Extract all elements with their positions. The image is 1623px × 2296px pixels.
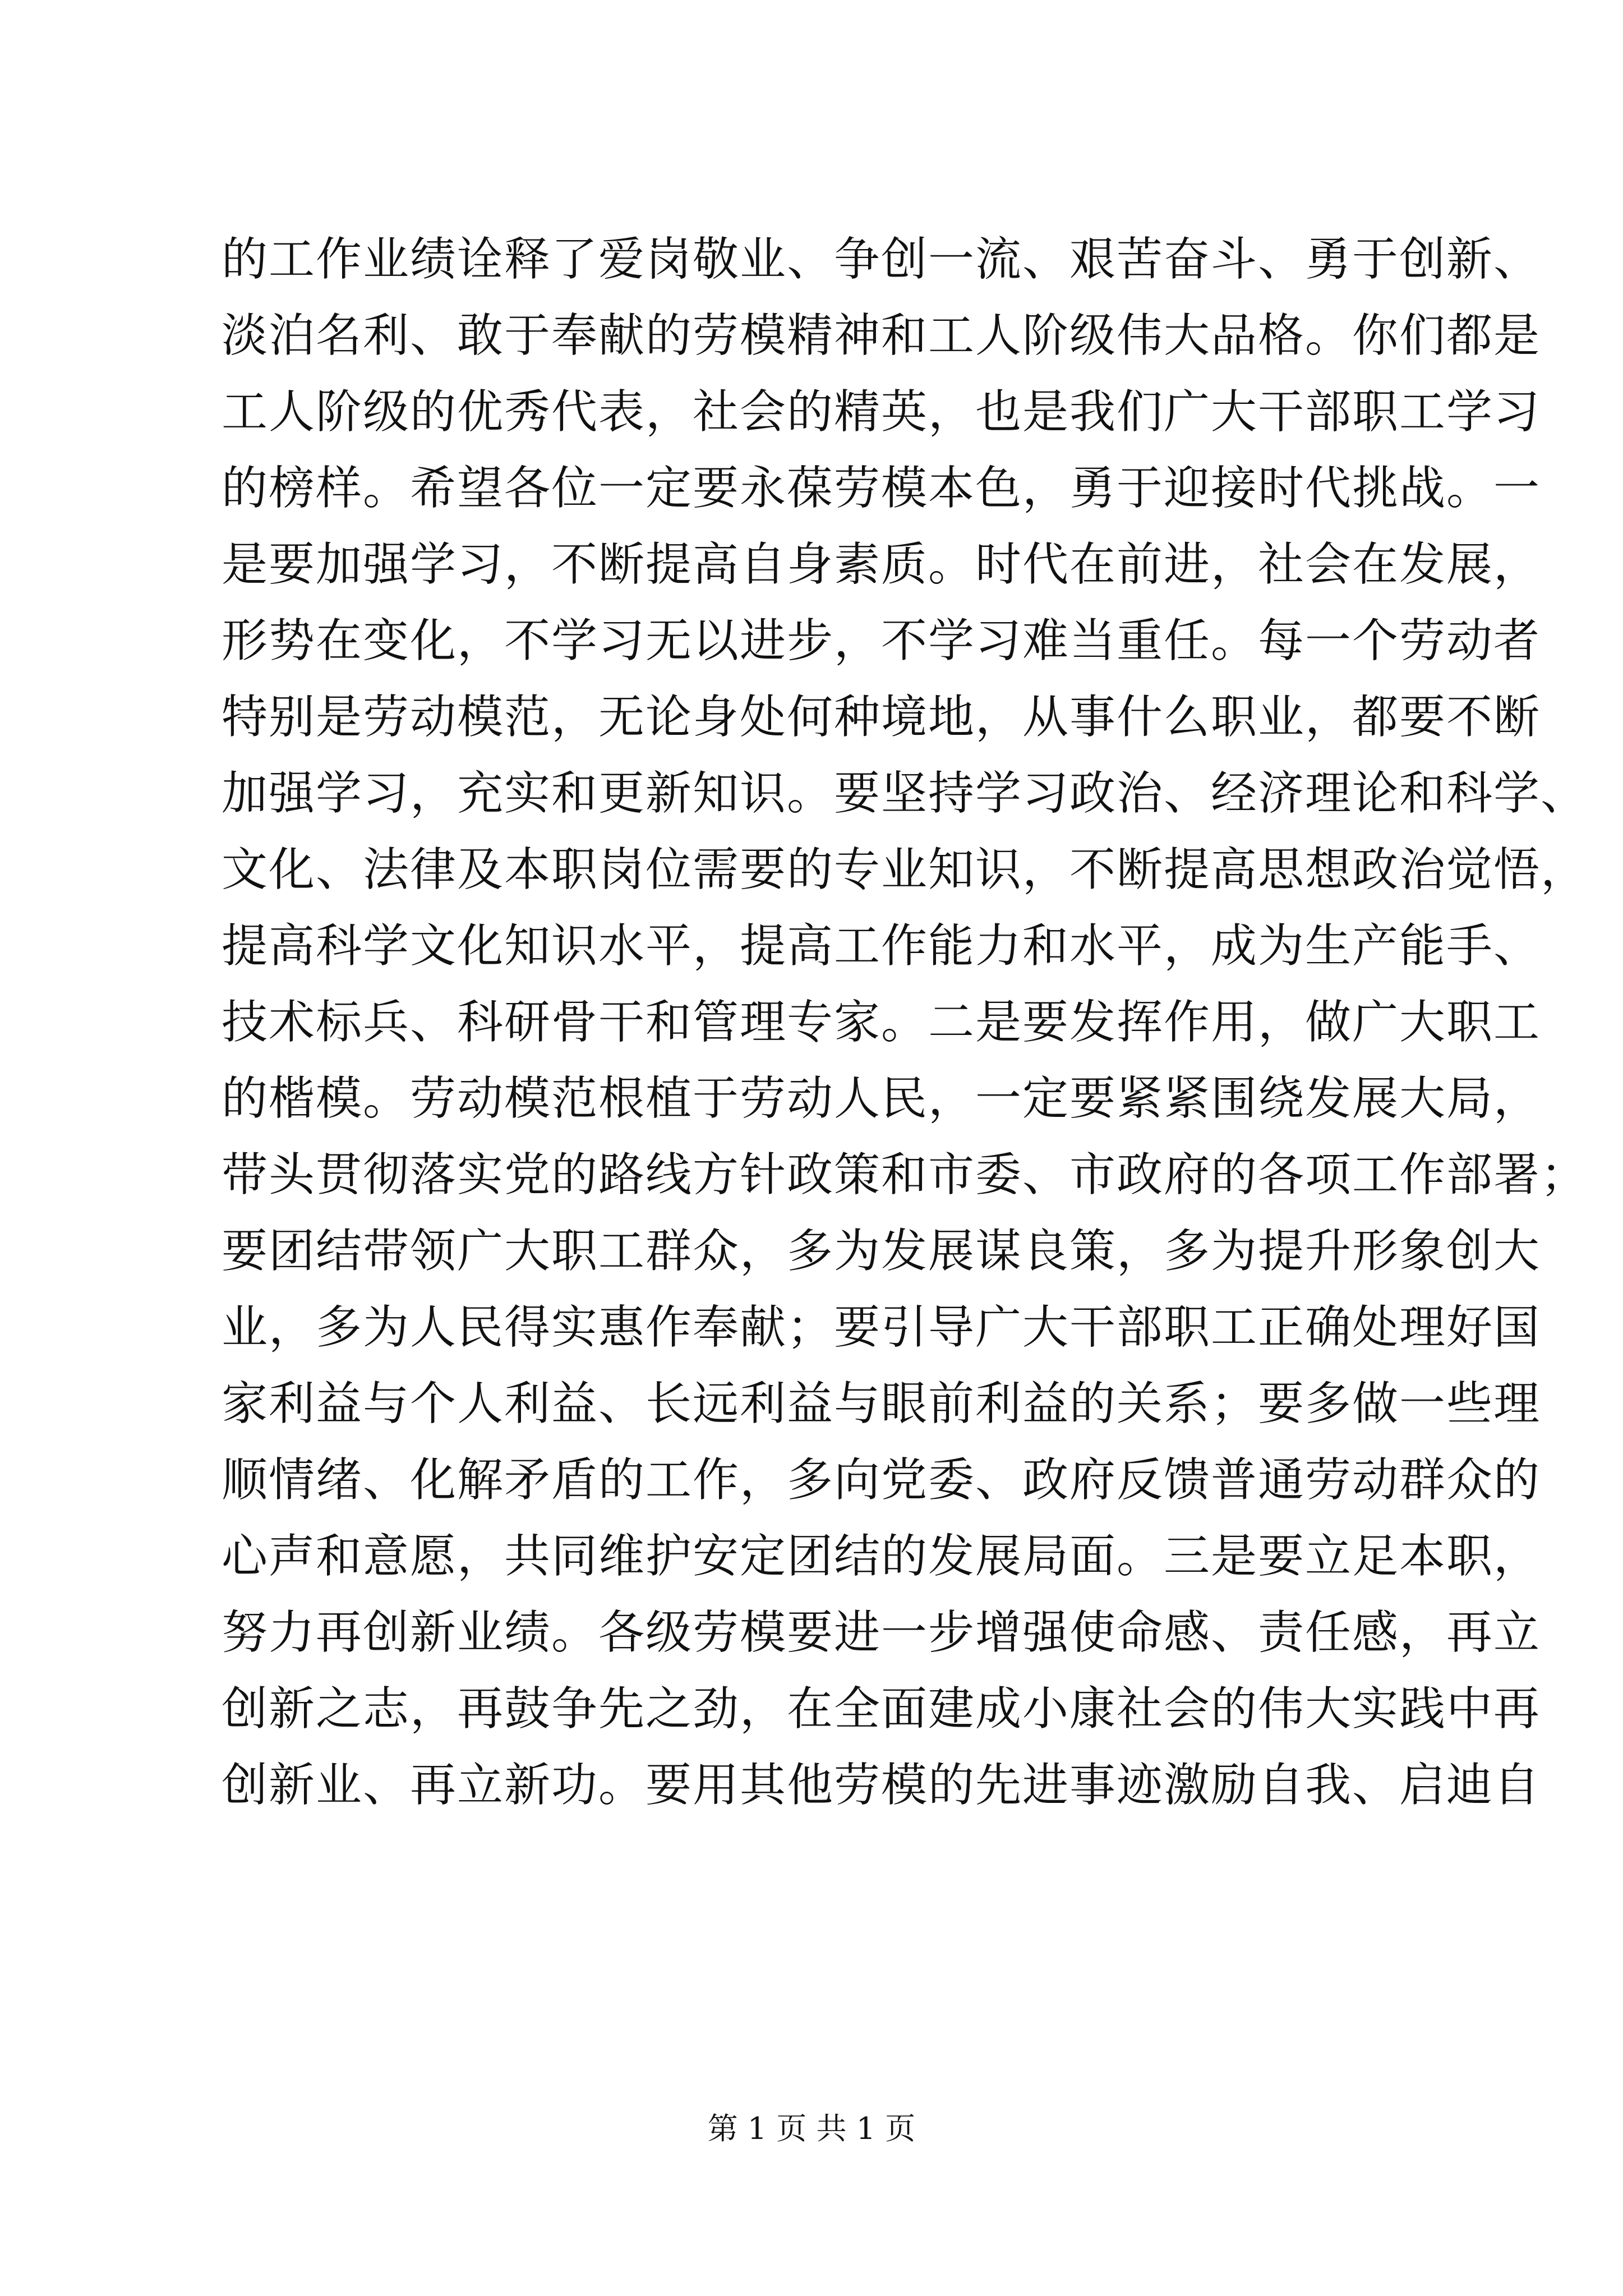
- text-line: 技术标兵、科研骨干和管理专家。二是要发挥作用，做广大职工: [222, 996, 1541, 1049]
- text-line: 努力再创新业绩。各级劳模要进一步增强使命感、责任感，再立: [222, 1606, 1541, 1659]
- text-line: 家利益与个人利益、长远利益与眼前利益的关系；要多做一些理: [222, 1377, 1541, 1430]
- body-text: [222, 222, 1588, 1824]
- page-footer: 第 1 页 共 1 页: [707, 2111, 916, 2146]
- text-line: 的工作业绩诠释了爱岗敬业、争创一流、艰苦奋斗、勇于创新、: [222, 233, 1541, 286]
- text-line: 工人阶级的优秀代表，社会的精英，也是我们广大干部职工学习: [222, 385, 1541, 439]
- text-line: 提高科学文化知识水平，提高工作能力和水平，成为生产能手、: [222, 919, 1541, 973]
- text-line: 业，多为人民得实惠作奉献；要引导广大干部职工正确处理好国: [222, 1301, 1541, 1354]
- text-line: 形势在变化，不学习无以进步，不学习难当重任。每一个劳动者: [222, 614, 1541, 668]
- text-line: 的楷模。劳动模范根植于劳动人民，一定要紧紧围绕发展大局，: [222, 1072, 1541, 1125]
- text-line: 特别是劳动模范，无论身处何种境地，从事什么职业，都要不断: [222, 691, 1541, 744]
- text-line: 顺情绪、化解矛盾的工作，多向党委、政府反馈普通劳动群众的: [222, 1453, 1541, 1507]
- text-line: 淡泊名利、敢于奉献的劳模精神和工人阶级伟大品格。你们都是: [222, 309, 1541, 362]
- text-line: 心声和意愿，共同维护安定团结的发展局面。三是要立足本职，: [222, 1530, 1541, 1583]
- text-line: 的榜样。希望各位一定要永葆劳模本色，勇于迎接时代挑战。一: [222, 462, 1541, 515]
- text-line: 创新业、再立新功。要用其他劳模的先进事迹激励自我、启迪自: [222, 1759, 1541, 1812]
- text-line: 带头贯彻落实党的路线方针政策和市委、市政府的各项工作部署；: [222, 1148, 1588, 1202]
- text-line: 文化、法律及本职岗位需要的专业知识，不断提高思想政治觉悟，: [222, 843, 1588, 896]
- text-line: 是要加强学习，不断提高自身素质。时代在前进，社会在发展，: [222, 538, 1541, 591]
- text-line: 要团结带领广大职工群众，多为发展谋良策，多为提升形象创大: [222, 1225, 1541, 1278]
- text-line: 加强学习，充实和更新知识。要坚持学习政治、经济理论和科学、: [222, 767, 1588, 820]
- text-line: 创新之志，再鼓争先之劲，在全面建成小康社会的伟大实践中再: [222, 1682, 1541, 1736]
